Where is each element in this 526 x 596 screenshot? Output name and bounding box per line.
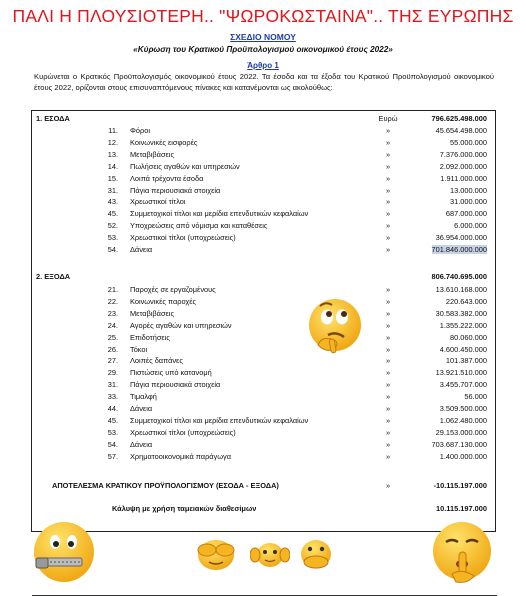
row-name: Πωλήσεις αγαθών και υπηρεσιών <box>130 161 240 171</box>
row-name: Κοινωνικές παροχές <box>130 296 197 306</box>
row-name: Μεταβιβάσεις <box>130 149 175 159</box>
expense-row <box>32 452 495 462</box>
row-code: 45. <box>107 209 118 219</box>
row-amount: 1.355.222.000 <box>439 320 487 330</box>
row-amount: 30.583.382.000 <box>435 308 487 318</box>
row-name: Κοινωνικές εισφορές <box>130 137 198 147</box>
row-name: Πάγια περιουσιακά στοιχεία <box>130 185 221 195</box>
row-unit: » <box>385 197 391 207</box>
row-unit: » <box>385 392 391 402</box>
row-code: 33. <box>107 392 118 402</box>
row-code: 14. <box>107 161 118 171</box>
document-subtitle: ΣΧΕΔΙΟ ΝΟΜΟΥ <box>230 32 296 42</box>
row-name: Μεταβιβάσεις <box>130 308 175 318</box>
row-amount: 55.000.000 <box>450 137 487 147</box>
row-name: Χρεωστικοί τίτλοι <box>130 197 186 207</box>
row-code: 11. <box>108 126 118 135</box>
row-code: 27. <box>107 356 118 366</box>
row-code: 31. <box>107 380 118 390</box>
result-unit: » <box>385 481 391 490</box>
row-code: 53. <box>107 233 118 243</box>
row-unit: » <box>385 149 391 159</box>
row-name: Δάνεια <box>130 404 153 413</box>
row-unit: » <box>385 173 391 183</box>
row-name: Δάνεια <box>130 245 153 254</box>
row-amount: 2.092.000.000 <box>439 161 487 171</box>
row-unit: » <box>385 308 391 318</box>
row-amount: 31.000.000 <box>450 197 487 207</box>
cover-amount: 10.115.197.000 <box>436 504 487 513</box>
income-row <box>32 186 495 196</box>
row-code: 57. <box>107 451 118 461</box>
row-name: Λοιπές δαπάνες <box>130 356 183 366</box>
row-code: 23. <box>107 308 118 318</box>
row-amount: 13.610.168.000 <box>435 285 487 294</box>
intro-paragraph: Κυρώνεται ο Κρατικός Προϋπολογισμός οικονομικού έτους 2022. Τα έσοδα και τα έξοδα του Κρατικού Προϋπολογισμού οικονομικού έτους 2022, ορίζονται στους επισυναπτόμενους πίνακες και κατανέμονται ως ακολούθως: <box>34 72 494 92</box>
row-unit: » <box>385 356 391 366</box>
row-code: 21. <box>107 285 118 294</box>
row-amount: 36.954.000.000 <box>435 233 487 243</box>
row-name: Υποχρεώσεις από νόμισμα και καταθέσεις <box>130 221 268 231</box>
row-code: 12. <box>107 137 118 147</box>
expenses-total: 806.740.695.000 <box>431 272 487 281</box>
row-amount: 3.509.500.000 <box>439 404 487 413</box>
row-name: Τιμαλφή <box>130 392 157 402</box>
row-code: 13. <box>107 149 118 159</box>
budget-result-row <box>32 481 495 491</box>
row-unit: » <box>385 415 391 425</box>
row-unit: » <box>385 427 391 437</box>
result-amount: -10.115.197.000 <box>433 481 487 490</box>
income-label: 1. ΕΣΟΔΑ <box>36 114 70 123</box>
row-amount: 80.060.000 <box>450 332 487 342</box>
expense-row <box>32 345 495 355</box>
income-row <box>32 197 495 207</box>
shushing-emoji-icon <box>430 518 494 586</box>
result-label: ΑΠΟΤΕΛΕΣΜΑ ΚΡΑΤΙΚΟΥ ΠΡΟΫΠΟΛΟΓΙΣΜΟΥ (ΕΣΟΔΑ - ΕΞΟΔΑ) <box>52 481 279 490</box>
see-no-evil-emoji-icon <box>193 536 239 572</box>
row-unit: » <box>385 320 391 330</box>
row-amount: 101.387.000 <box>445 356 487 366</box>
row-code: 24. <box>107 320 118 330</box>
row-unit: » <box>385 332 391 342</box>
row-code: 26. <box>107 344 118 354</box>
budget-table <box>31 110 496 532</box>
row-unit: » <box>385 126 391 135</box>
expenses-label: 2. ΕΞΟΔΑ <box>36 272 71 281</box>
row-name: Χρεωστικοί τίτλοι (υποχρεώσεις) <box>130 233 236 243</box>
row-name: Τόκοι <box>130 344 148 354</box>
income-row <box>32 162 495 172</box>
row-code: 15. <box>107 173 118 183</box>
row-name: Χρηματοοικονομικά παράγωγα <box>130 451 231 461</box>
currency-unit: Ευρώ <box>378 114 398 123</box>
zipper-mouth-emoji-icon <box>30 518 96 586</box>
row-name: Λοιπά τρέχοντα έσοδα <box>130 173 204 183</box>
income-row <box>32 126 495 136</box>
headline: ΠΑΛΙ Η ΠΛΟΥΣΙΟΤΕΡΗ.. "ΨΩΡΟΚΩΣΤΑΙΝΑ".. ΤΗΣ ΕΥΡΩΠΗΣ <box>12 6 514 26</box>
row-name: Πιστώσεις υπό κατανομή <box>130 368 212 378</box>
row-amount: 6.000.000 <box>454 221 487 231</box>
expense-row <box>32 404 495 414</box>
row-code: 31. <box>107 185 118 195</box>
row-unit: » <box>385 209 391 219</box>
row-name: Φόροι <box>130 126 150 135</box>
expense-row <box>32 285 495 295</box>
row-name: Επιδοτήσεις <box>130 332 170 342</box>
row-unit: » <box>385 451 391 461</box>
expense-row <box>32 356 495 366</box>
income-row <box>32 221 495 231</box>
row-amount: 701.846.000.000 <box>431 245 487 254</box>
cover-label: Κάλυψη με χρήση ταμειακών διαθεσίμων <box>112 504 257 513</box>
income-total: 796.625.498.000 <box>431 114 487 123</box>
expense-row <box>32 392 495 402</box>
row-code: 54. <box>107 245 118 254</box>
row-name: Αγορές αγαθών και υπηρεσιών <box>130 320 232 330</box>
row-amount: 56.000 <box>464 392 487 402</box>
row-unit: » <box>385 439 391 449</box>
row-name: Συμμετοχικοί τίτλοι και μερίδια επενδυτικών κεφαλαίων <box>130 415 309 425</box>
expense-row <box>32 297 495 307</box>
row-amount: 1.062.480.000 <box>439 415 487 425</box>
row-code: 45. <box>107 415 118 425</box>
hear-no-evil-emoji-icon <box>250 540 290 570</box>
row-amount: 1.400.000.000 <box>439 451 487 461</box>
row-name: Συμμετοχικοί τίτλοι και μερίδια επενδυτικών κεφαλαίων <box>130 209 309 219</box>
row-amount: 703.687.130.000 <box>431 439 487 449</box>
row-code: 29. <box>107 368 118 378</box>
cover-row <box>32 504 495 514</box>
row-unit: » <box>385 185 391 195</box>
expense-row <box>32 321 495 331</box>
row-unit: » <box>385 221 391 231</box>
row-amount: 45.654.498.000 <box>435 126 487 135</box>
row-amount: 687.000.000 <box>445 209 487 219</box>
row-amount: 4.600.450.000 <box>439 344 487 354</box>
expense-row <box>32 333 495 343</box>
income-row <box>32 233 495 243</box>
income-row <box>32 150 495 160</box>
row-amount: 13.921.510.000 <box>435 368 487 378</box>
row-amount: 7.376.000.000 <box>439 149 487 159</box>
row-name: Χρεωστικοί τίτλοι (υποχρεώσεις) <box>130 427 236 437</box>
row-code: 25. <box>107 332 118 342</box>
row-code: 44. <box>107 404 118 413</box>
row-name: Δάνεια <box>130 439 153 449</box>
income-row <box>32 209 495 219</box>
row-unit: » <box>385 296 391 306</box>
row-unit: » <box>385 285 391 294</box>
row-unit: » <box>385 137 391 147</box>
row-amount: 3.455.707.000 <box>439 380 487 390</box>
row-code: 53. <box>107 427 118 437</box>
income-row <box>32 245 495 255</box>
expenses-header-row <box>32 272 495 282</box>
thinking-emoji-icon <box>304 295 366 357</box>
row-unit: » <box>385 368 391 378</box>
expense-row <box>32 309 495 319</box>
row-name: Πάγια περιουσιακά στοιχεία <box>130 380 221 390</box>
row-amount: 1.911.000.000 <box>440 173 487 183</box>
row-unit: » <box>385 380 391 390</box>
income-header-row <box>32 114 495 124</box>
row-name: Παροχές σε εργαζομένους <box>130 285 216 294</box>
row-amount: 220.643.000 <box>445 296 487 306</box>
row-unit: » <box>385 404 391 413</box>
speak-no-evil-emoji-icon <box>296 538 336 572</box>
row-code: 54. <box>107 439 118 449</box>
row-unit: » <box>385 344 391 354</box>
expense-row <box>32 428 495 438</box>
row-unit: » <box>385 233 391 243</box>
row-amount: 29.153.000.000 <box>435 427 487 437</box>
row-code: 52. <box>107 221 118 231</box>
row-unit: » <box>385 161 391 171</box>
law-title: «Κύρωση του Κρατικού Προϋπολογισμού οικονομικού έτους 2022» <box>133 45 393 54</box>
expense-row <box>32 368 495 378</box>
row-unit: » <box>385 245 391 254</box>
row-code: 22. <box>107 296 118 306</box>
expense-row <box>32 380 495 390</box>
row-code: 43. <box>107 197 118 207</box>
expense-row <box>32 416 495 426</box>
income-row <box>32 138 495 148</box>
article-heading: Άρθρο 1 <box>247 61 279 70</box>
row-amount: 13.000.000 <box>450 185 487 195</box>
expense-row <box>32 440 495 450</box>
income-row <box>32 174 495 184</box>
